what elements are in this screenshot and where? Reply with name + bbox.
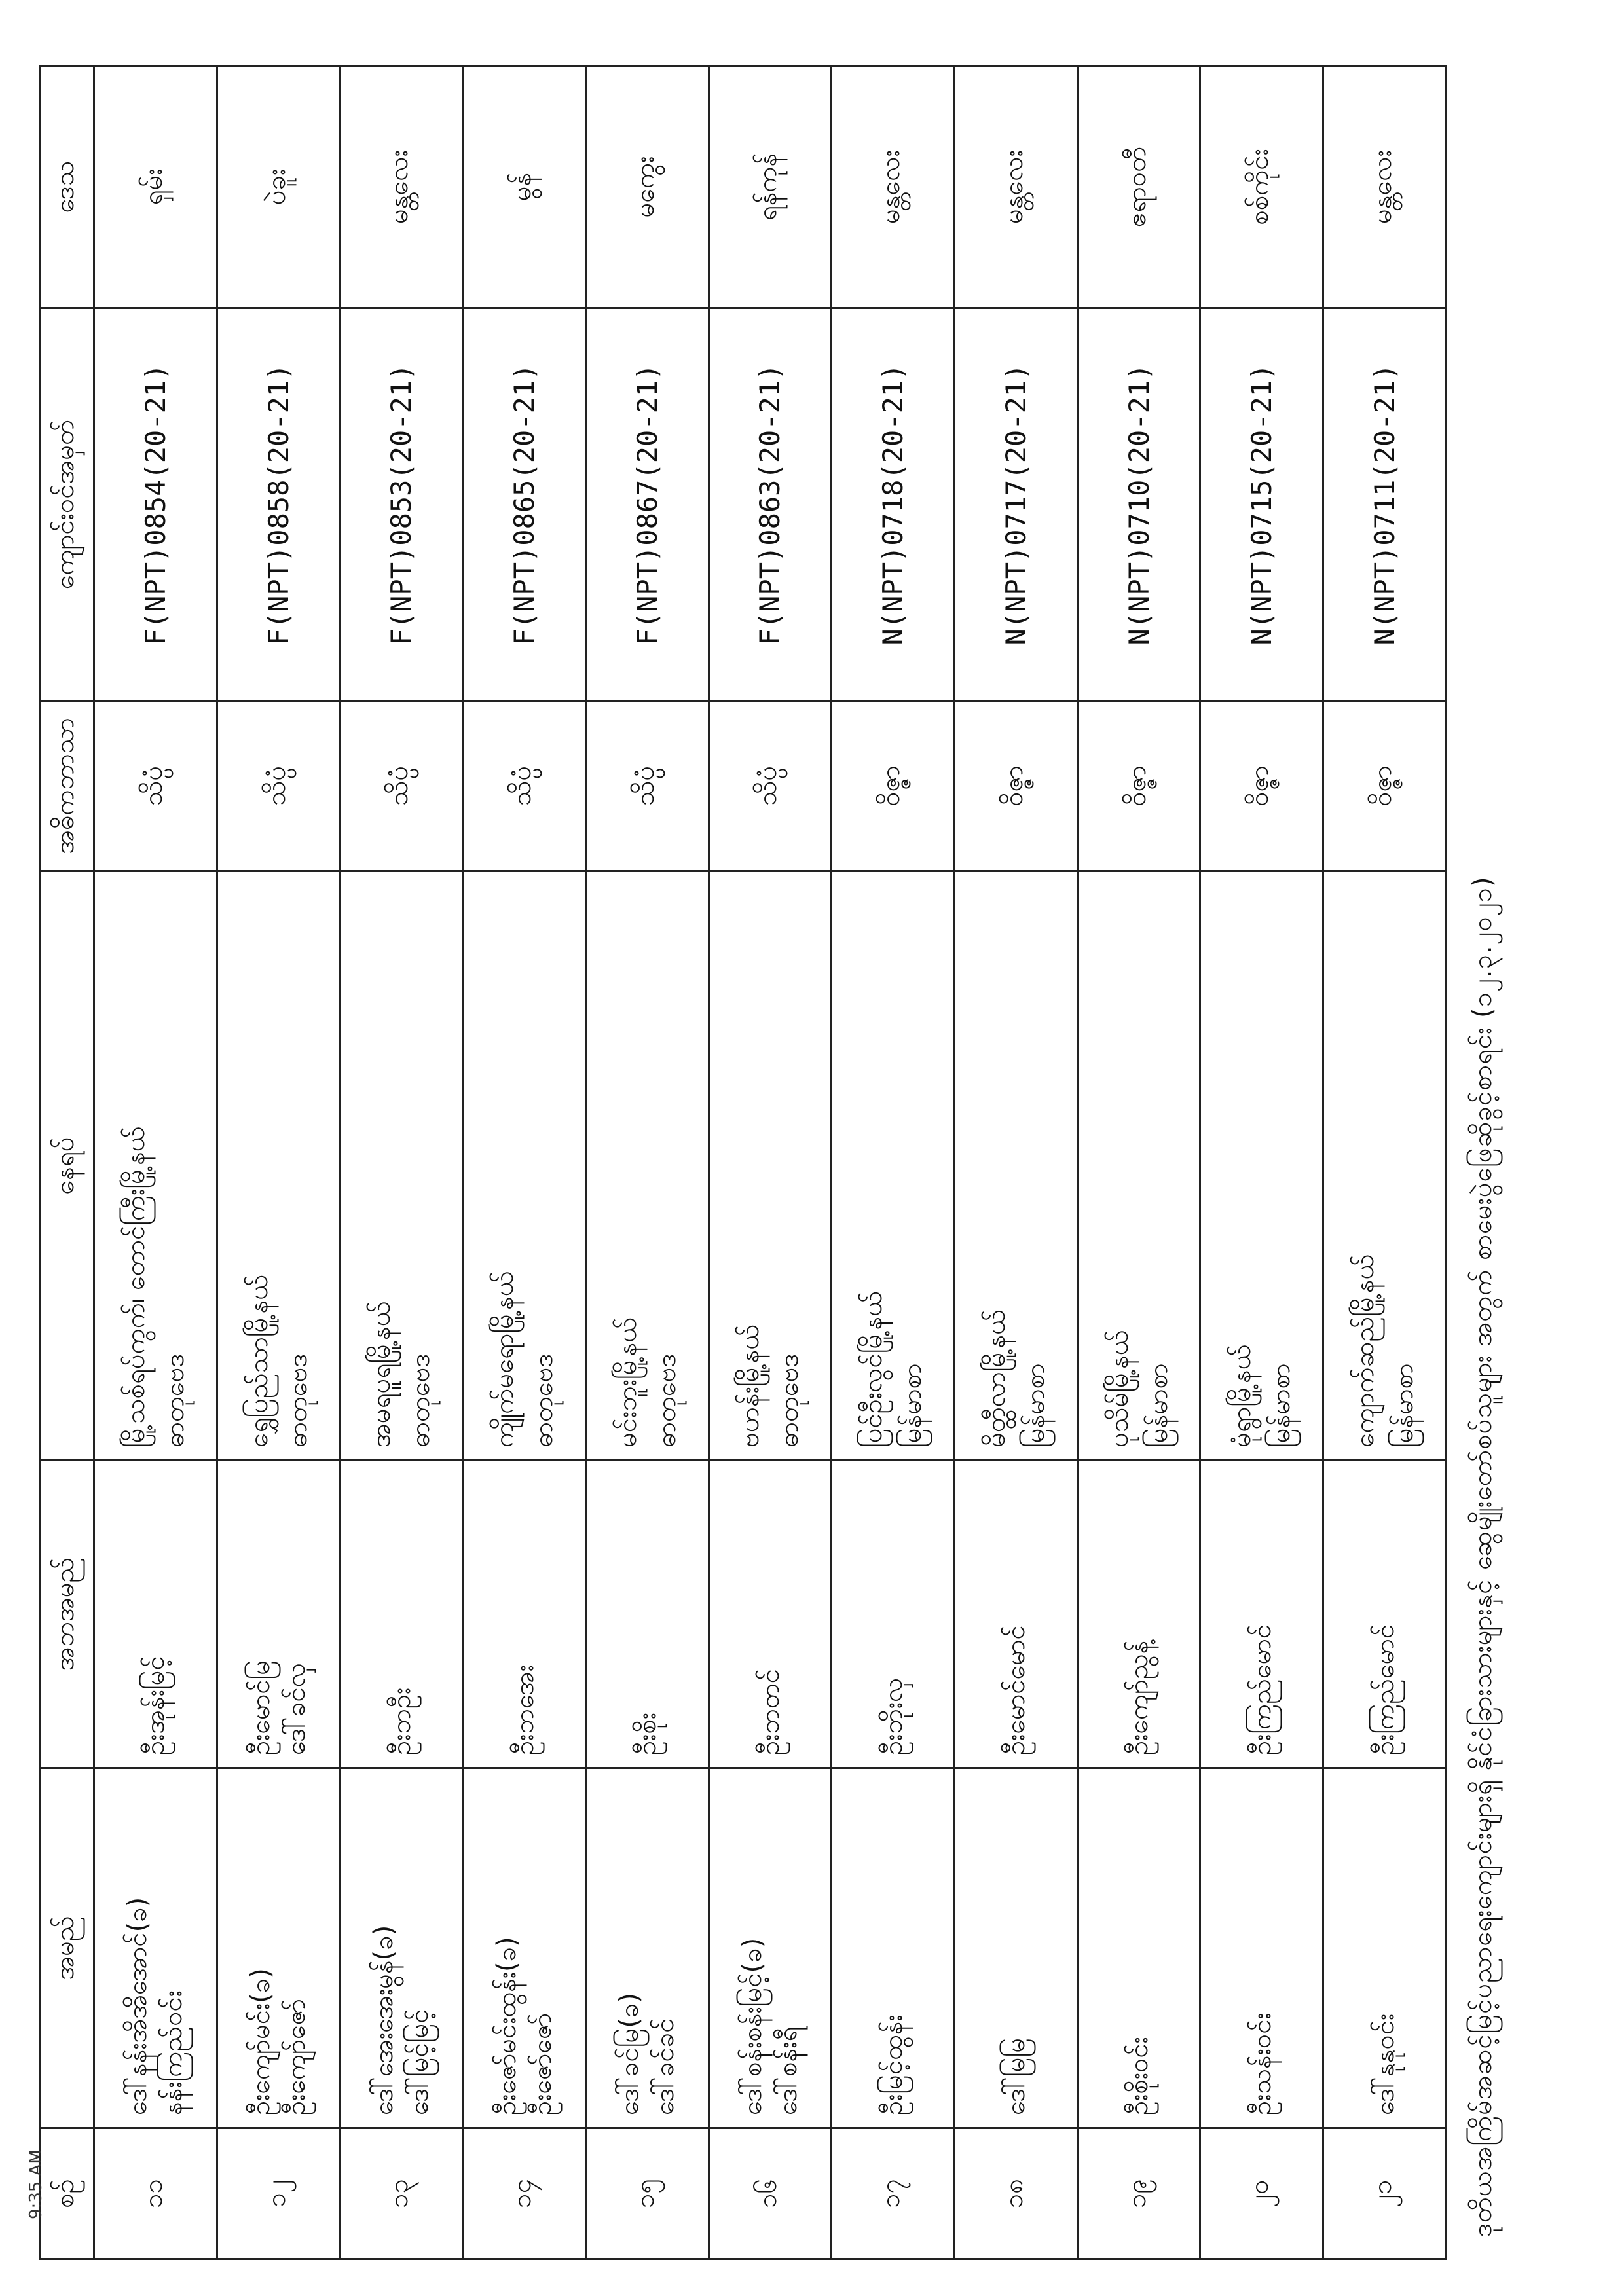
name-line: ဦးသန်းဝင်း — [1246, 2013, 1277, 2115]
subject-line: မြန်မာစာ — [1266, 1363, 1297, 1448]
cell-father — [955, 1461, 1078, 1768]
cell-no: ၁၉ — [1077, 2128, 1200, 2259]
cell-father — [709, 1461, 832, 1768]
subject-line: ဓာတုဗေဒ — [528, 1353, 559, 1448]
father-line: ဦးကျော်ညွန့် — [1124, 1640, 1154, 1755]
subject-line: မြန်မာစာ — [1020, 1363, 1050, 1448]
cell-nrc: N(NPT)0710(20-21) — [1077, 308, 1200, 701]
father-line: ဦးအုန်းမြင့် — [140, 1656, 171, 1755]
applicant-table — [39, 65, 1447, 2260]
father-line: ဦးဘဦး — [386, 1687, 416, 1755]
header-father: အဘအမည် — [41, 1461, 94, 1768]
cell-address: မုံရွာမြို့နယ် မြန်မာစာ — [1200, 871, 1323, 1461]
header-major: အဓိကဘာသာ — [41, 701, 94, 871]
subject-line: မြန်မာစာ — [1143, 1363, 1173, 1448]
cell-father — [585, 1461, 709, 1768]
name-line: ဒေါ်ခင်မြ(ခ) — [614, 1992, 645, 2115]
cell-region: ရှမ်း — [94, 66, 217, 308]
cell-address: မိတ္ထီလာမြို့နယ် မြန်မာစာ — [955, 871, 1078, 1461]
subject-line: ဓာတုဗေဒ — [159, 1353, 190, 1448]
father-line: ဦးဘတင် — [754, 1669, 785, 1755]
cell-name — [1200, 1768, 1323, 2128]
cell-no: ၁၆ — [709, 2128, 832, 2259]
cell-nrc: F(NPT)0867(20-21) — [585, 308, 709, 701]
cell-father — [1077, 1461, 1200, 1768]
name-line: ဦးမြင့်ထွန်း — [877, 2014, 908, 2115]
subject-line: မြန်မာစာ — [897, 1363, 928, 1448]
cell-major: သိပ္ပံ — [217, 701, 340, 871]
cell-father — [340, 1461, 463, 1768]
cell-no: ၁၅ — [585, 2128, 709, 2259]
cell-name — [340, 1768, 463, 2128]
cell-address: မင်းဘူးမြို့နယ် ဓာတုဗေဒ — [585, 871, 709, 1461]
cell-father — [463, 1461, 586, 1768]
father-line: ဦးဘအေး — [509, 1665, 540, 1755]
cell-address: ကျိုက်မရောမြို့နယ် ဓာတုဗေဒ — [463, 871, 586, 1461]
cell-nrc: N(NPT)0718(20-21) — [832, 308, 955, 701]
header-name: အမည် — [41, 1768, 94, 2128]
cell-region: မန္တလေး — [955, 66, 1078, 308]
cell-no: ၁၄ — [463, 2128, 586, 2259]
father-line: ဒေါ်ခင်လှ — [281, 1662, 312, 1755]
cell-address: ပုသိမ်မြို့နယ် မြန်မာစာ — [1077, 871, 1200, 1461]
subject-line: ဓာတုဗေဒ — [651, 1353, 682, 1448]
table-row — [217, 66, 340, 2259]
cell-region: မကွေး — [585, 66, 709, 308]
cell-region: မွန် — [463, 66, 586, 308]
name-line: ဒေါ်နန်းအိအိအောင်(ခ) — [122, 1897, 153, 2115]
father-line: ဦးကြည်မောင် — [1369, 1624, 1400, 1755]
cell-region: မန္တလေး — [340, 66, 463, 308]
cell-name — [463, 1768, 586, 2128]
name-line: ဒေါ်မြမြ — [1001, 2037, 1031, 2115]
table-row — [832, 66, 955, 2259]
cell-father — [832, 1461, 955, 1768]
cell-father — [94, 1461, 217, 1768]
document-title: ဒုတိယအကြိမ်အဆင့်မြင့်ပညာရေးကျောင်းများရှိ နိုင်ငံခြားသားများနှင့် ဆွေမျိုးတော်စပ်သူများ အတွက် စာမေးပွဲဖြေဆိုခွင့်စာရင်း (၁၂.၃.၂၀၂၁) — [1467, 876, 1498, 2237]
cell-major: သိပ္ပံ — [709, 701, 832, 871]
cell-address: ပြင်ဦးလွင်မြို့နယ် မြန်မာစာ — [832, 871, 955, 1461]
table-row — [1323, 66, 1447, 2259]
father-line: ဦးမောင်မြ — [246, 1660, 276, 1755]
table-header-row — [41, 66, 94, 2259]
cell-nrc: N(NPT)0715(20-21) — [1200, 308, 1323, 701]
cell-address: ဗဟန်းမြို့နယ် ဓာတုဗေဒ — [709, 871, 832, 1461]
table-row — [585, 66, 709, 2259]
father-line: ဦးစိုး — [632, 1713, 663, 1755]
table-body — [94, 66, 1447, 2259]
name-line: ဒေါ်စန်းစန်းမြင့်(ခ) — [737, 1937, 767, 2115]
cell-name — [955, 1768, 1078, 2128]
subject-line: မြန်မာစာ — [1389, 1363, 1420, 1448]
header-address: နေရပ် — [41, 871, 94, 1461]
cell-major: ဝိဇ္ဇာ — [1077, 701, 1200, 871]
father-line: ဦးကြည်မောင် — [1246, 1624, 1277, 1755]
cell-no: ၁၂ — [217, 2128, 340, 2259]
cell-nrc: F(NPT)0858(20-21) — [217, 308, 340, 701]
cell-no: ၁၃ — [340, 2128, 463, 2259]
cell-region: မန္တလေး — [832, 66, 955, 308]
cell-major: သိပ္ပံ — [585, 701, 709, 871]
table-row — [463, 66, 586, 2259]
name-line: ဒေါ်စန်းရီ — [772, 2026, 803, 2115]
table-row — [955, 66, 1078, 2259]
cell-address: ရွှေပြည်သာမြို့နယ် ဓာတုဗေဒ — [217, 871, 340, 1461]
cell-name — [1077, 1768, 1200, 2128]
cell-address: အမရပူရမြို့နယ် ဓာတုဗေဒ — [340, 871, 463, 1461]
cell-major: သိပ္ပံ — [463, 701, 586, 871]
cell-name — [1323, 1768, 1447, 2128]
print-timestamp: 9:35 AM — [26, 2149, 46, 2219]
father-line: ဦးဘိုးလှ — [877, 1677, 908, 1755]
cell-region: မန္တလေး — [1323, 66, 1447, 308]
name-line: ဦးဇော်ဇော် — [526, 2013, 557, 2115]
cell-nrc: N(NPT)0717(20-21) — [955, 308, 1078, 701]
cell-nrc: F(NPT)0863(20-21) — [709, 308, 832, 701]
cell-region: ရန်ကုန် — [709, 66, 832, 308]
cell-major: သိပ္ပံ — [94, 701, 217, 871]
cell-father — [1323, 1461, 1447, 1768]
cell-major: ဝိဇ္ဇာ — [1200, 701, 1323, 871]
cell-major: သိပ္ပံ — [340, 701, 463, 871]
name-line: နန်းကြည်ဝင်း — [158, 1990, 189, 2115]
name-line: ဒေါ်ခင်ခင် — [650, 2018, 680, 2115]
cell-region: ပဲခူး — [217, 66, 340, 308]
cell-name — [709, 1768, 832, 2128]
cell-major: ဝိဇ္ဇာ — [955, 701, 1078, 871]
cell-no: ၁၇ — [832, 2128, 955, 2259]
name-line: ဒေါ်အေးအေးမွန်(ခ) — [368, 1925, 399, 2115]
cell-father — [217, 1461, 340, 1768]
cell-nrc: F(NPT)0854(20-21) — [94, 308, 217, 701]
cell-major: ဝိဇ္ဇာ — [1323, 701, 1447, 871]
header-no: စဉ် — [41, 2128, 94, 2259]
cell-address: မြို့သစ်ရပ်ကွက်၊ တောင်ကြီးမြို့နယ် ဓာတုဗေဒ — [94, 871, 217, 1461]
table-row — [709, 66, 832, 2259]
table-row — [1200, 66, 1323, 2259]
name-line: ဒေါ်နုနုဝင်း — [1369, 2013, 1400, 2115]
cell-region: စစ်ကိုင်း — [1200, 66, 1323, 308]
cell-father — [1200, 1461, 1323, 1768]
subject-line: ဓာတုဗေဒ — [282, 1353, 313, 1448]
name-line: ဦးကျော်ဇော် — [281, 1999, 312, 2115]
cell-name — [585, 1768, 709, 2128]
cell-nrc: N(NPT)0711(20-21) — [1323, 308, 1447, 701]
cell-no: ၂၁ — [1323, 2128, 1447, 2259]
subject-line: ဓာတုဗေဒ — [774, 1353, 805, 1448]
header-nrc: ကျောင်းဝင်အမှတ် — [41, 308, 94, 701]
name-line: ဦးကျော်မင်း(ခ) — [246, 1968, 276, 2115]
cell-address: ကျောက်ဆည်မြို့နယ် မြန်မာစာ — [1323, 871, 1447, 1461]
cell-name — [217, 1768, 340, 2128]
cell-nrc: F(NPT)0865(20-21) — [463, 308, 586, 701]
cell-name — [832, 1768, 955, 2128]
name-line: ဦးဇော်မင်းထွန်း(ခ) — [491, 1937, 522, 2115]
cell-no: ၁၈ — [955, 2128, 1078, 2259]
father-line: ဦးမောင်မောင် — [1001, 1625, 1031, 1755]
table-row — [1077, 66, 1200, 2259]
subject-line: ဓာတုဗေဒ — [405, 1353, 436, 1448]
cell-region: ဧရာဝတီ — [1077, 66, 1200, 308]
name-line: ဒေါ်မြင့်မြင့် — [403, 2009, 434, 2115]
cell-nrc: F(NPT)0853(20-21) — [340, 308, 463, 701]
cell-no: ၂၀ — [1200, 2128, 1323, 2259]
cell-name — [94, 1768, 217, 2128]
header-region: ဒေသ — [41, 66, 94, 308]
table-row — [94, 66, 217, 2259]
name-line: ဦးစိုးဝင်း — [1124, 2037, 1154, 2115]
cell-major: ဝိဇ္ဇာ — [832, 701, 955, 871]
cell-no: ၁၁ — [94, 2128, 217, 2259]
table-row — [340, 66, 463, 2259]
